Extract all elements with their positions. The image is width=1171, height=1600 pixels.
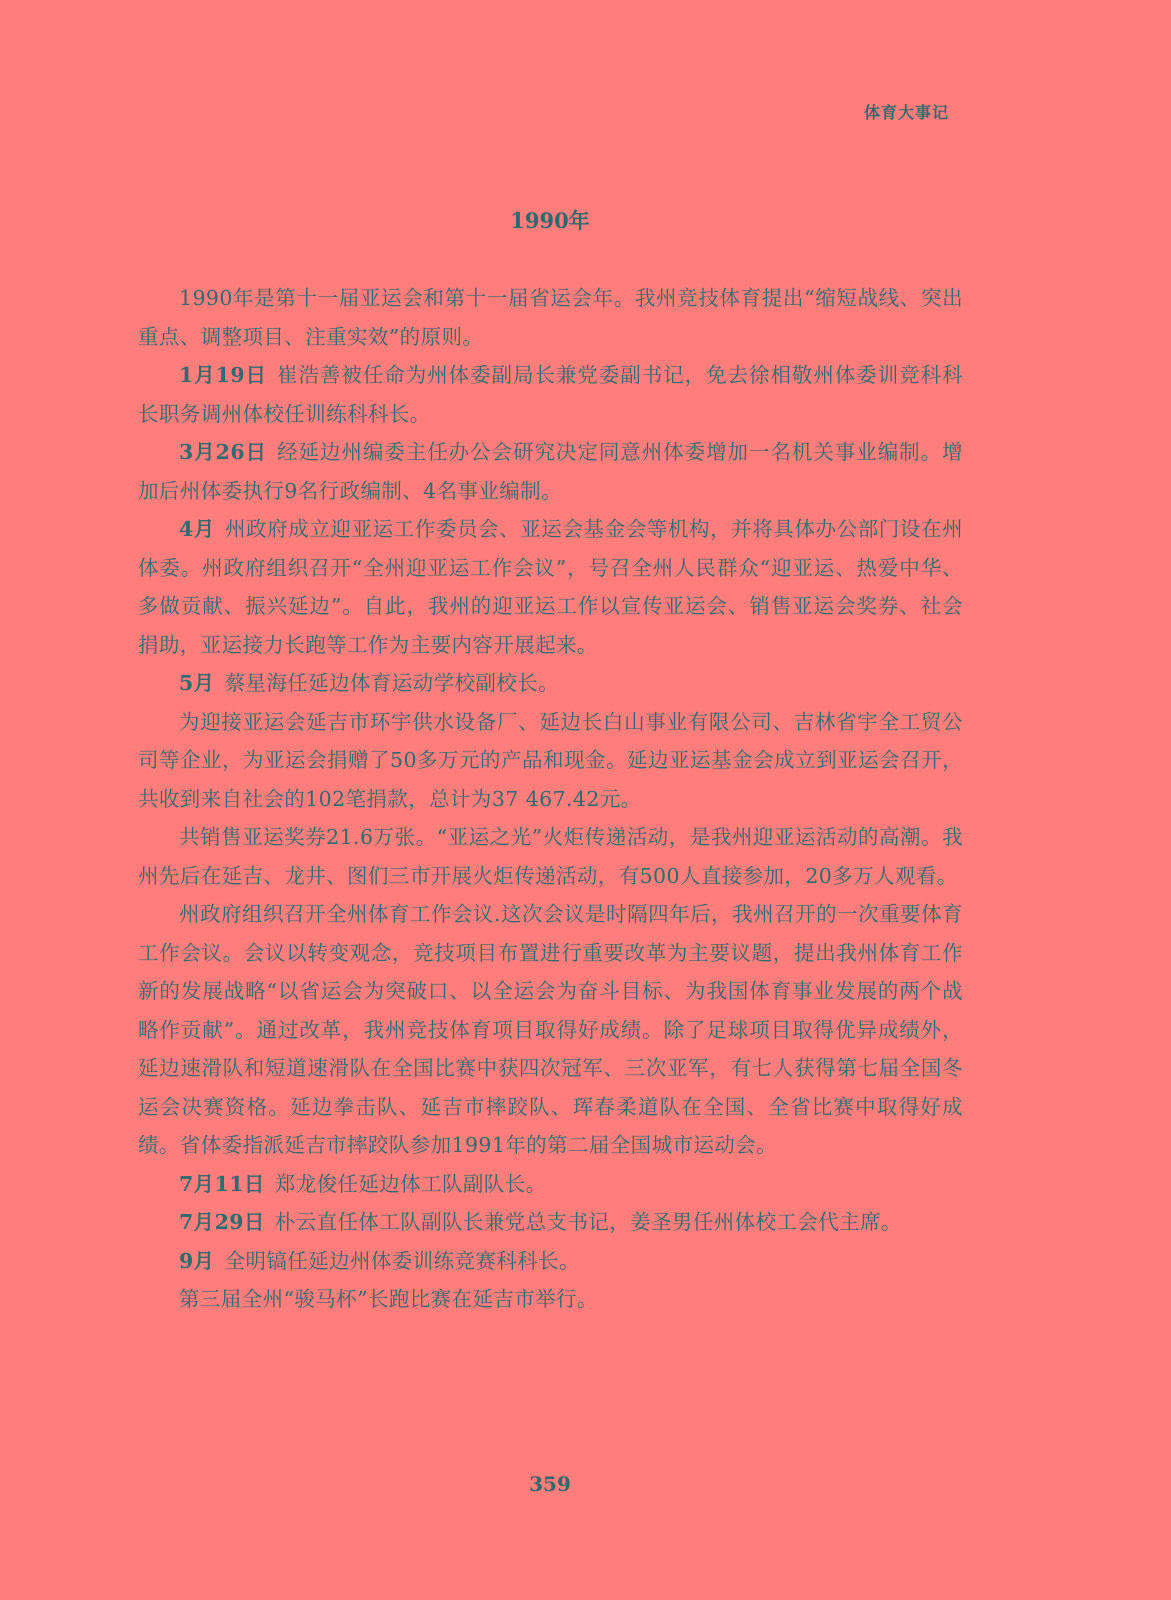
entry-text: 第三届全州“骏马杯”长跑比赛在延吉市举行。 [179, 1287, 598, 1311]
paragraph [138, 818, 963, 895]
entry-text: 全明镐任延边州体委训练竞赛科科长。 [224, 1248, 580, 1273]
paragraph [138, 1242, 963, 1281]
entry-date: 5月 [179, 671, 215, 695]
entry-text: 为迎接亚运会延吉市环宇供水设备厂、延边长白山事业有限公司、吉林省宇全工贸公司等企业，为亚运会捐赠了50多万元的产品和现金。延边亚运基金会成立到亚运会召开，共收到来自社会的102笔捐款，总计为37 467.42元。 [138, 709, 963, 811]
entry-date: 3月26日 [179, 440, 268, 464]
entry-date: 9月 [179, 1248, 215, 1273]
entry-date: 1月19日 [179, 363, 268, 387]
paragraph [138, 356, 963, 433]
paragraph [138, 1203, 963, 1242]
entry-text: 州政府成立迎亚运工作委员会、亚运会基金会等机构，并将具体办公部门设在州体委。州政府组织召开“全州迎亚运工作会议”，号召全州人民群众“迎亚运、热爱中华、多做贡献、振兴延边”。自此，我州的迎亚运工作以宣传亚运会、销售亚运会奖券、社会捐助，亚运接力长跑等工作为主要内容开展起来。 [138, 517, 963, 657]
entry-text: 1990年是第十一届亚运会和第十一届省运会年。我州竞技体育提出“缩短战线、突出重点、调整项目、注重实效”的原则。 [138, 286, 963, 349]
paragraph [138, 433, 963, 510]
entry-text: 州政府组织召开全州体育工作会议.这次会议是时隔四年后，我州召开的一次重要体育工作会议。会议以转变观念，竞技项目布置进行重要改革为主要议题，提出我州体育工作新的发展战略“以省运会为突破口、以全运会为奋斗目标、为我国体育事业发展的两个战略作贡献”。通过改革，我州竞技体育项目取得好成绩。除了足球项目取得优异成绩外，延边速滑队和短道速滑队在全国比赛中获四次冠军、三次亚军，有七人获得第七届全国冬运会决赛资格。延边拳击队、延吉市摔跤队、珲春柔道队在全国、全省比赛中取得好成绩。省体委指派延吉市摔跤队参加1991年的第二届全国城市运动会。 [138, 902, 963, 1157]
paragraph [138, 1165, 963, 1204]
running-header: 体育大事记 [863, 103, 949, 122]
page-title: 1990年 [510, 208, 590, 233]
entry-text: 朴云直任体工队副队长兼党总支书记，姜圣男任州体校工会代主席。 [274, 1210, 902, 1234]
entry-text: 崔浩善被任命为州体委副局长兼党委副书记，免去徐相敬州体委训竞科科长职务调州体校任训练科科长。 [138, 363, 963, 426]
entry-date: 7月29日 [179, 1210, 265, 1234]
paragraph [138, 279, 963, 356]
paragraph [138, 1280, 963, 1319]
entry-date: 7月11日 [179, 1171, 265, 1196]
paragraph [138, 510, 963, 664]
entry-text: 郑龙俊任延边体工队副队长。 [274, 1171, 547, 1196]
paragraph [138, 703, 963, 819]
entry-text: 蔡星海任延边体育运动学校副校长。 [224, 671, 559, 695]
entry-date: 4月 [179, 517, 215, 541]
article-body [138, 279, 963, 1319]
entry-text: 共销售亚运奖券21.6万张。“亚运之光”火炬传递活动，是我州迎亚运活动的高潮。我州先后在延吉、龙井、图们三市开展火炬传递活动，有500人直接参加，20多万人观看。 [138, 825, 963, 888]
paragraph [138, 664, 963, 703]
paragraph [138, 895, 963, 1165]
page-number: 359 [529, 1472, 571, 1496]
entry-text: 经延边州编委主任办公会研究决定同意州体委增加一名机关事业编制。增加后州体委执行9名行政编制、4名事业编制。 [138, 440, 963, 503]
